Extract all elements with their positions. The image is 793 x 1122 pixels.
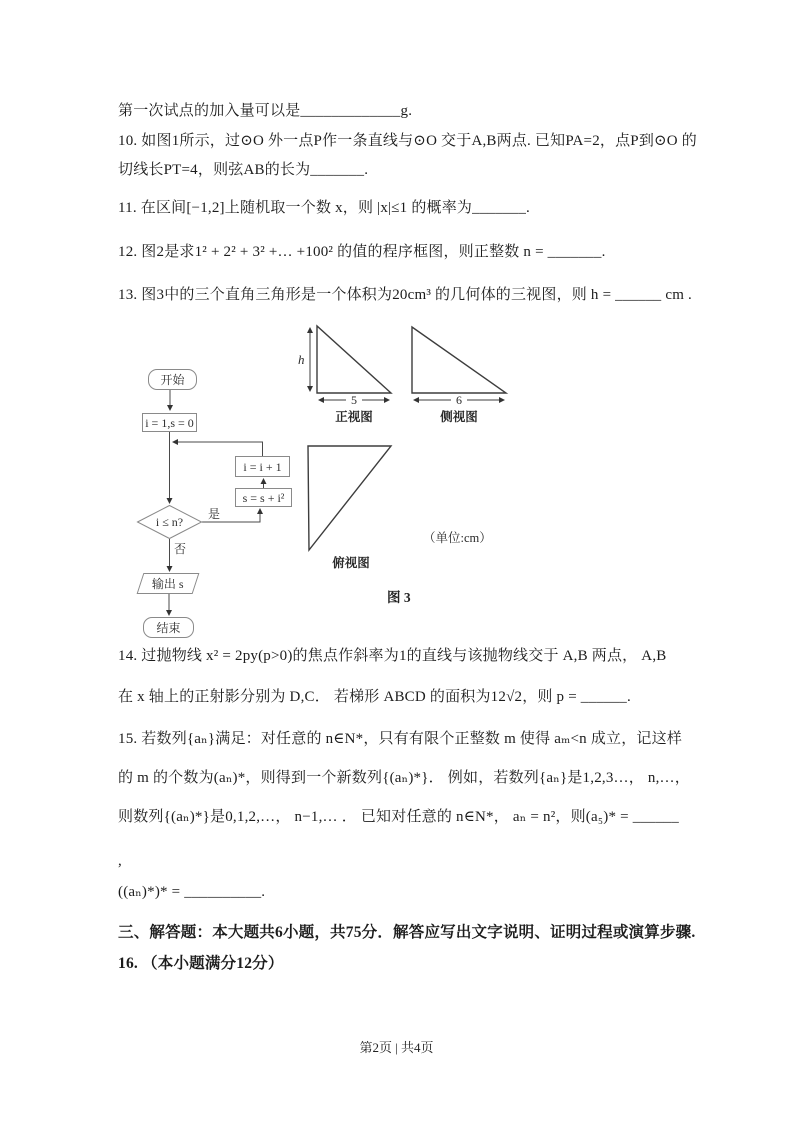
front-view-triangle	[317, 326, 391, 393]
front-view-label: 正视图	[335, 410, 373, 424]
flowchart-decision-label: i ≤ n?	[155, 514, 184, 529]
flowchart-increment-node: i = i + 1	[235, 456, 290, 477]
three-view-triangles	[308, 326, 506, 550]
side-base-dimension: 6	[451, 394, 467, 407]
section-3-header: 三、解答题：本大题共6小题，共75分．解答应写出文字说明、证明过程或演算步骤.	[118, 924, 696, 941]
top-view-triangle	[308, 446, 391, 550]
figure-2-and-3	[100, 315, 580, 655]
front-base-dimension: 5	[346, 394, 362, 407]
flowchart-yes-label: 是	[208, 507, 221, 521]
question-15-line-3: 则数列{(aₙ)*}是0,1,2,…， n−1,… ． 已知对任意的 n∈N*， aₙ = n²，则(a₅)* = ______	[118, 809, 679, 825]
question-16-header: 16. （本小题满分12分）	[118, 955, 284, 972]
dimension-lines	[310, 328, 504, 400]
flowchart-start-node: 开始	[148, 369, 197, 390]
question-14-line-2: 在 x 轴上的正射影分别为 D,C． 若梯形 ABCD 的面积为12√2，则 p = ______.	[118, 689, 631, 705]
question-12-line: 12. 图2是求1² + 2² + 3² +… +100² 的值的程序框图，则正整数 n = _______.	[118, 244, 606, 260]
page-footer: 第2页 | 共4页	[359, 1040, 434, 1055]
question-10-line-2: 切线长PT=4，则弦AB的长为_______.	[118, 162, 369, 178]
flowchart-init-node: i = 1,s = 0	[142, 413, 197, 432]
side-view-triangle	[412, 327, 506, 393]
question-13-line: 13. 图3中的三个直角三角形是一个体积为20cm³ 的几何体的三视图，则 h = ______ cm .	[118, 287, 692, 303]
question-10-line-1: 10. 如图1所示，过⊙O 外一点P作一条直线与⊙O 交于A,B两点. 已知PA=2，点P到⊙O 的	[118, 133, 697, 149]
side-view-label: 侧视图	[440, 410, 478, 424]
question-15-line-2: 的 m 的个数为(aₙ)*，则得到一个新数列{(aₙ)*}． 例如，若数列{aₙ}是1,2,3…， n,…，	[118, 770, 690, 786]
figure-linework	[100, 315, 580, 655]
flowchart-accumulate-node: s = s + i²	[235, 488, 292, 507]
unit-note: （单位:cm）	[423, 531, 492, 545]
question-15-comma: ,	[118, 853, 122, 869]
figure-3-caption: 图 3	[387, 590, 411, 605]
flowchart-end-node: 结束	[143, 617, 194, 638]
height-dimension-label: h	[298, 352, 305, 367]
question-15-line-1: 15. 若数列{aₙ}满足：对任意的 n∈N*，只有有限个正整数 m 使得 aₘ<n 成立，记这样	[118, 731, 683, 747]
top-view-label: 俯视图	[332, 556, 370, 570]
question-15-line-4: ((aₙ)*)* = __________.	[118, 884, 266, 900]
question-14-line-1: 14. 过抛物线 x² = 2py(p>0)的焦点作斜率为1的直线与该抛物线交于 A,B 两点， A,B	[118, 648, 667, 664]
flowchart-output-label: 输出 s	[152, 576, 184, 591]
flowchart-output-node	[137, 573, 200, 594]
question-9-blank-line: 第一次试点的加入量可以是_____________g.	[118, 103, 413, 119]
question-11-line: 11. 在区间[−1,2]上随机取一个数 x，则 |x|≤1 的概率为_______.	[118, 200, 530, 216]
flowchart-no-label: 否	[174, 542, 187, 556]
